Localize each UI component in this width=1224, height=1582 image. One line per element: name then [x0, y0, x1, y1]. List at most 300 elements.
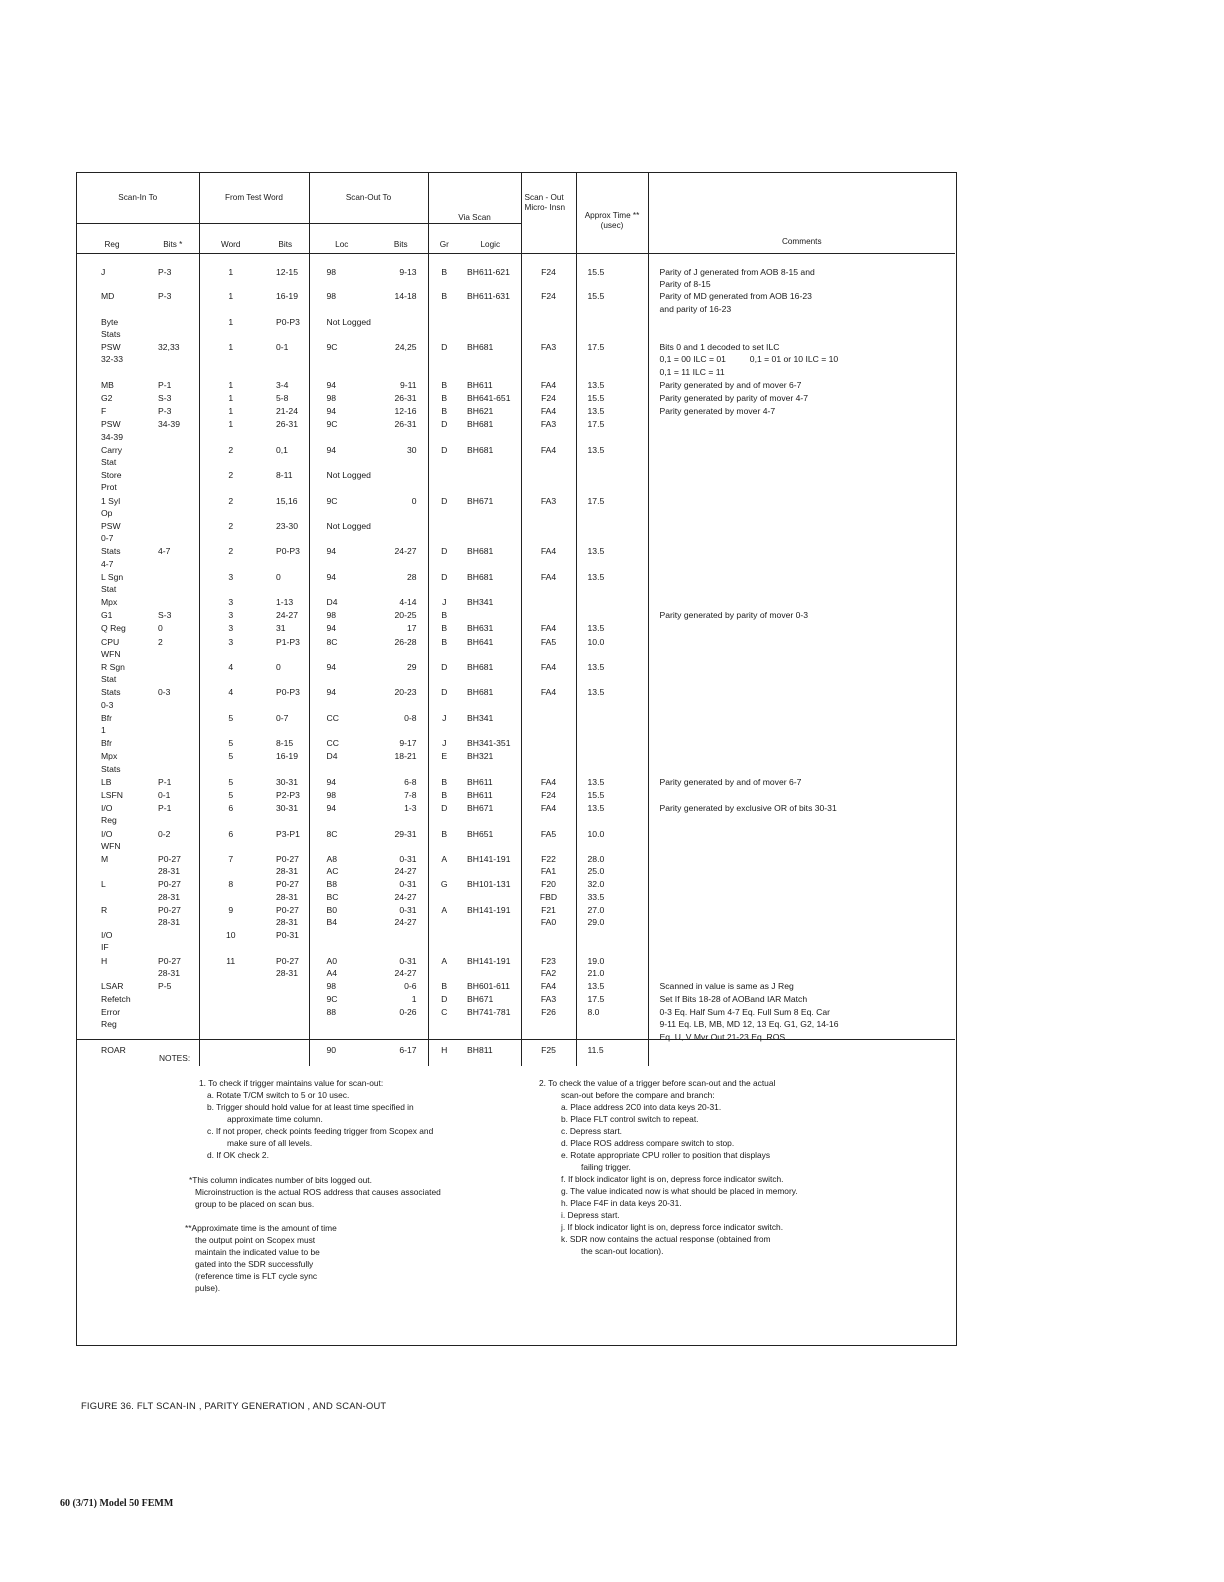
cell-micro-insn: F21 FA0 [521, 904, 576, 929]
cell-comments: Parity generated by parity of mover 4-7 [659, 392, 809, 403]
cell-word-bits: 26-31 [262, 418, 309, 443]
cell-word: 11 [226, 955, 236, 966]
cell-reg: G2 [101, 392, 113, 403]
cell-approx-time: 13.5 [576, 571, 648, 596]
cell-micro-insn: F23 FA2 [521, 955, 576, 980]
cell-word: 1 [228, 392, 234, 403]
header-bits-star: Bits * [147, 224, 199, 254]
cell-gr: B [441, 392, 448, 403]
header-via-scan: Via Scan [428, 173, 521, 224]
cell-reg: Mpx [101, 597, 118, 608]
cell-word-bits: 0-1 [262, 341, 309, 379]
cell-word-bits: 0 [262, 571, 309, 596]
cell-gr: D [441, 444, 448, 455]
cell-comments [648, 661, 955, 686]
cell-word: 1 [228, 291, 234, 302]
cell-word-bits: 23-30 [262, 520, 309, 545]
cell-loc: 8C [326, 636, 338, 647]
cell-micro-insn: FA4 [521, 980, 576, 993]
cell-micro-insn [521, 469, 576, 494]
cell-logic: BH321 [460, 750, 521, 775]
cell-approx-time: 13.5 [576, 802, 648, 827]
cell-comments [648, 853, 955, 878]
cell-micro-insn: FA4 [521, 622, 576, 635]
cell-loc: 9C [326, 342, 338, 353]
cell-reg: G1 [101, 610, 113, 621]
cell-out-bits: 0-8 [374, 712, 428, 737]
cell-approx-time: 13.5 [576, 545, 648, 570]
cell-word-bits: P0-27 28-31 [262, 955, 309, 980]
table-row [77, 853, 955, 878]
cell-approx-time [576, 929, 648, 954]
cell-gr: A [441, 904, 448, 915]
note-1c: c. If not proper, check points feeding trigger from Scopex and [207, 1126, 434, 1136]
cell-approx-time: 13.5 [576, 405, 648, 418]
cell-out-bits: 0-31 24-27 [374, 878, 428, 903]
table-header [77, 173, 955, 254]
table-row [77, 636, 955, 661]
note-2-cont: scan-out before the compare and branch: [561, 1090, 715, 1100]
cell-word: 5 [228, 738, 234, 749]
cell-approx-time: 27.0 29.0 [576, 904, 648, 929]
cell-word: 1 [228, 419, 234, 430]
cell-gr: A [441, 955, 448, 966]
cell-word: 2 [228, 444, 234, 455]
cell-gr [428, 520, 460, 545]
cell-gr [428, 469, 460, 494]
cell-comments: Parity generated by mover 4-7 [659, 406, 776, 417]
note-star-1: *This column indicates number of bits logged out. [189, 1175, 372, 1185]
cell-reg: Refetch [101, 994, 131, 1005]
table-row [77, 878, 955, 903]
cell-loc: 98 [326, 392, 337, 403]
cell-comments: Parity of J generated from AOB 8-15 and Parity of 8-15 [659, 267, 815, 290]
cell-reg: M [101, 853, 109, 864]
cell-out-bits: 20-23 [374, 686, 428, 711]
note-2b: b. Place FLT control switch to repeat. [561, 1114, 699, 1124]
cell-loc: Not Logged [309, 316, 428, 341]
cell-comments: Parity generated by and of mover 6-7 [659, 379, 802, 390]
cell-word: 6 [228, 828, 234, 839]
cell-micro-insn: F24 [521, 789, 576, 802]
cell-word: 2 [228, 470, 234, 481]
cell-gr: J [442, 712, 447, 723]
cell-out-bits: 14-18 [374, 290, 428, 315]
cell-out-bits: 0-26 [374, 1006, 428, 1044]
cell-comments: Parity of MD generated from AOB 16-23 and parity of 16-23 [659, 291, 812, 314]
cell-loc: CC [326, 712, 339, 723]
cell-approx-time [576, 609, 648, 622]
cell-loc: B0 B4 [326, 904, 338, 927]
cell-comments: Parity generated by parity of mover 0-3 [659, 610, 809, 621]
cell-micro-insn: FA4 [521, 686, 576, 711]
note-1b-cont: approximate time column. [227, 1114, 323, 1124]
cell-logic: BH681 [460, 571, 521, 596]
cell-loc: 8C [326, 828, 338, 839]
cell-micro-insn [521, 737, 576, 750]
cell-word-bits [262, 980, 309, 993]
cell-reg: I/O WFN [101, 828, 121, 851]
table-row [77, 993, 955, 1006]
cell-word: 2 [228, 546, 234, 557]
cell-bits-in: P-5 [147, 980, 199, 993]
cell-loc: 94 [326, 571, 337, 582]
cell-bits-in [147, 929, 199, 954]
cell-micro-insn: FA3 [521, 495, 576, 520]
cell-gr: D [441, 495, 448, 506]
cell-out-bits: 12-16 [374, 405, 428, 418]
cell-comments [648, 495, 955, 520]
cell-word-bits: 30-31 [262, 802, 309, 827]
cell-loc: A0 A4 [326, 955, 338, 978]
cell-reg: J [101, 267, 106, 277]
cell-logic: BH651 [460, 828, 521, 853]
cell-word-bits: 30-31 [262, 776, 309, 789]
cell-word: 6 [228, 803, 234, 814]
cell-word-bits: P0-P3 [262, 316, 309, 341]
figure-caption: FIGURE 36. FLT SCAN-IN , PARITY GENERATION , AND SCAN-OUT [81, 1400, 387, 1411]
cell-reg: Stats 0-3 [101, 687, 121, 710]
cell-word: 5 [228, 789, 234, 800]
cell-logic: BH671 [460, 993, 521, 1006]
cell-gr: D [441, 419, 448, 430]
cell-comments [648, 520, 955, 545]
cell-out-bits: 4-14 [374, 596, 428, 609]
cell-word-bits: 8-15 [262, 737, 309, 750]
cell-word-bits: P0-27 28-31 [262, 904, 309, 929]
cell-loc: 98 [326, 789, 337, 800]
cell-word: 3 [228, 623, 234, 634]
cell-word: 4 [228, 687, 234, 698]
cell-bits-in: P0-27 28-31 [147, 955, 199, 980]
header-logic: Logic [460, 224, 521, 254]
cell-out-bits: 6-17 [374, 1044, 428, 1066]
cell-approx-time: 13.5 [576, 686, 648, 711]
cell-approx-time: 17.5 [576, 418, 648, 443]
scan-table [77, 173, 955, 1066]
cell-micro-insn: F26 [521, 1006, 576, 1044]
cell-reg: PSW 32-33 [101, 342, 123, 365]
cell-word-bits: P0-27 28-31 [262, 853, 309, 878]
cell-approx-time: 19.0 21.0 [576, 955, 648, 980]
cell-bits-in [147, 469, 199, 494]
cell-gr: G [440, 879, 448, 890]
cell-approx-time: 13.5 [576, 444, 648, 469]
cell-gr: B [441, 636, 448, 647]
cell-micro-insn: FA5 [521, 828, 576, 853]
cell-micro-insn: FA4 [521, 379, 576, 392]
cell-out-bits: 0-6 [374, 980, 428, 993]
note-2a: a. Place address 2C0 into data keys 20-31. [561, 1102, 722, 1112]
cell-word: 3 [228, 610, 234, 621]
cell-logic: BH681 [460, 686, 521, 711]
table-row [77, 712, 955, 737]
cell-approx-time: 15.5 [576, 789, 648, 802]
cell-micro-insn: FA3 [521, 341, 576, 379]
cell-comments [648, 316, 955, 341]
cell-comments [648, 750, 955, 775]
cell-approx-time [576, 469, 648, 494]
cell-bits-in: 0-1 [147, 789, 199, 802]
cell-gr: B [441, 267, 448, 277]
cell-logic: BH681 [460, 444, 521, 469]
table-row [77, 661, 955, 686]
cell-loc: 98 [326, 291, 337, 302]
table-row [77, 341, 955, 379]
cell-micro-insn [521, 750, 576, 775]
cell-reg: Mpx Stats [101, 751, 121, 774]
cell-logic: BH611-631 [460, 290, 521, 315]
cell-gr: H [441, 1044, 448, 1055]
cell-word: 3 [228, 571, 234, 582]
cell-gr: B [441, 610, 448, 621]
cell-approx-time [576, 737, 648, 750]
cell-reg: PSW 34-39 [101, 419, 123, 442]
cell-word: 1 [228, 316, 234, 327]
note-2d: d. Place ROS address compare switch to stop. [561, 1138, 735, 1148]
cell-approx-time: 15.5 [576, 290, 648, 315]
cell-micro-insn [521, 929, 576, 954]
cell-comments [648, 955, 955, 980]
cell-approx-time [576, 316, 648, 341]
cell-bits-in: 0-2 [147, 828, 199, 853]
table-row [77, 254, 955, 291]
cell-reg: Byte Stats [101, 316, 121, 339]
table-row [77, 596, 955, 609]
cell-logic: BH681 [460, 341, 521, 379]
note-star-3: group to be placed on scan bus. [195, 1199, 315, 1209]
table-row [77, 686, 955, 711]
cell-micro-insn: FA4 [521, 802, 576, 827]
cell-micro-insn: FA4 [521, 571, 576, 596]
cell-approx-time: 15.5 [576, 254, 648, 291]
cell-word: 3 [228, 636, 234, 647]
cell-reg: I/O Reg [101, 803, 117, 826]
cell-comments [648, 929, 955, 954]
cell-word-bits: 24-27 [262, 609, 309, 622]
cell-logic: BH621 [460, 405, 521, 418]
header-loc: Loc [309, 224, 374, 254]
cell-micro-insn: FA4 [521, 405, 576, 418]
table-row [77, 789, 955, 802]
cell-gr [428, 316, 460, 341]
cell-out-bits: 26-31 [374, 392, 428, 405]
note-dstar-1: **Approximate time is the amount of time [185, 1223, 337, 1233]
cell-logic [460, 520, 521, 545]
cell-bits-in: P-3 [147, 254, 199, 291]
note-dstar-5: (reference time is FLT cycle sync [195, 1271, 318, 1281]
note-1c-cont: make sure of all levels. [227, 1138, 313, 1148]
cell-logic: BH811 [460, 1044, 521, 1066]
cell-logic: BH641-651 [460, 392, 521, 405]
table-row [77, 737, 955, 750]
cell-logic [460, 609, 521, 622]
table-row [77, 980, 955, 993]
table-row [77, 750, 955, 775]
note-2e-cont: failing trigger. [581, 1162, 631, 1172]
cell-bits-in [147, 596, 199, 609]
cell-approx-time [576, 750, 648, 775]
note-dstar-6: pulse). [195, 1283, 221, 1293]
header-scan-in-to: Scan-In To [77, 173, 199, 224]
cell-logic: BH341 [460, 596, 521, 609]
cell-word-bits: 3-4 [262, 379, 309, 392]
cell-word-bits: 31 [262, 622, 309, 635]
cell-bits-in: 0-3 [147, 686, 199, 711]
cell-comments: Parity generated by and of mover 6-7 [659, 776, 802, 787]
cell-gr: D [441, 662, 448, 673]
cell-bits-in: 2 [147, 636, 199, 661]
cell-out-bits: 30 [374, 444, 428, 469]
cell-reg: Bfr 1 [101, 712, 112, 736]
cell-out-bits: 29 [374, 661, 428, 686]
cell-comments: Bits 0 and 1 decoded to set ILC 0,1 = 00 ILC = 01 0,1 = 01 or 10 ILC = 10 0,1 = 11 ILC = 11 [659, 342, 839, 377]
cell-comments [648, 545, 955, 570]
cell-out-bits: 0-31 24-27 [374, 955, 428, 980]
cell-bits-in: P-3 [147, 405, 199, 418]
cell-micro-insn: F24 [521, 290, 576, 315]
cell-gr: C [441, 1007, 448, 1018]
cell-loc: 94 [326, 379, 337, 390]
cell-approx-time: 13.5 [576, 776, 648, 789]
cell-bits-in: S-3 [147, 609, 199, 622]
cell-loc: 94 [326, 444, 337, 455]
cell-reg: I/O IF [101, 930, 113, 953]
cell-word: 1 [228, 342, 234, 353]
cell-out-bits: 28 [374, 571, 428, 596]
cell-approx-time: 13.5 [576, 622, 648, 635]
cell-logic [460, 929, 521, 954]
cell-bits-in: P-1 [147, 379, 199, 392]
cell-micro-insn: FA4 [521, 661, 576, 686]
cell-bits-in: P-3 [147, 290, 199, 315]
cell-reg: LB [101, 776, 112, 787]
cell-logic [460, 316, 521, 341]
cell-out-bits: 0 [374, 495, 428, 520]
cell-out-bits: 1 [374, 993, 428, 1006]
cell-loc: 94 [326, 803, 337, 814]
cell-micro-insn: F24 [521, 392, 576, 405]
cell-word-bits: P0-31 [262, 929, 309, 954]
cell-word-bits: 1-13 [262, 596, 309, 609]
cell-gr: B [441, 291, 448, 302]
cell-loc: B8 BC [326, 879, 339, 902]
cell-word [199, 993, 262, 1006]
cell-bits-in [147, 993, 199, 1006]
cell-logic: BH141-191 [460, 904, 521, 929]
cell-word-bits: 15,16 [262, 495, 309, 520]
header-word: Word [199, 224, 262, 254]
cell-out-bits: 9-17 [374, 737, 428, 750]
cell-logic: BH741-781 [460, 1006, 521, 1044]
cell-reg: Error Reg [101, 1007, 121, 1030]
note-star-2: Microinstruction is the actual ROS address that causes associated [195, 1187, 441, 1197]
note-1b: b. Trigger should hold value for at least time specified in [207, 1102, 414, 1112]
cell-comments [648, 596, 955, 609]
cell-loc [309, 929, 374, 954]
cell-logic: BH611 [460, 379, 521, 392]
cell-gr: D [441, 994, 448, 1005]
cell-out-bits: 0-31 24-27 [374, 853, 428, 878]
note-2i: i. Depress start. [561, 1210, 620, 1220]
cell-logic: BH611 [460, 789, 521, 802]
cell-logic: BH341-351 [460, 737, 521, 750]
table-row [77, 828, 955, 853]
cell-micro-insn: FA4 [521, 776, 576, 789]
cell-out-bits [374, 929, 428, 954]
header-comments: Comments [648, 173, 955, 254]
cell-loc: 90 [326, 1044, 337, 1055]
cell-bits-in [147, 571, 199, 596]
table-row [77, 776, 955, 789]
cell-out-bits: 24,25 [374, 341, 428, 379]
cell-comments: Scanned in value is same as J Reg [659, 980, 794, 991]
note-2k: k. SDR now contains the actual response (obtained from [561, 1234, 771, 1244]
cell-logic: BH671 [460, 802, 521, 827]
note-2e: e. Rotate appropriate CPU roller to position that displays [561, 1150, 771, 1160]
cell-word: 5 [228, 751, 234, 762]
cell-logic: BH611-621 [460, 254, 521, 291]
header-gr: Gr [428, 224, 460, 254]
cell-out-bits: 26-28 [374, 636, 428, 661]
cell-reg: LSFN [101, 789, 123, 800]
cell-logic: BH611 [460, 776, 521, 789]
table-row [77, 955, 955, 980]
cell-gr: B [441, 980, 448, 991]
cell-word: 9 [228, 904, 234, 915]
note-2c: c. Depress start. [561, 1126, 622, 1136]
cell-word: 5 [228, 776, 234, 787]
cell-micro-insn [521, 316, 576, 341]
cell-loc: D4 [326, 597, 338, 608]
cell-approx-time: 10.0 [576, 636, 648, 661]
cell-loc: 94 [326, 546, 337, 557]
cell-micro-insn: FA4 [521, 545, 576, 570]
cell-bits-in: 32,33 [147, 341, 199, 379]
cell-loc: Not Logged [309, 520, 428, 545]
cell-comments [648, 686, 955, 711]
cell-approx-time: 15.5 [576, 392, 648, 405]
cell-comments [648, 712, 955, 737]
header-scan-out-micro-insn: Scan - Out Micro- Insn [521, 173, 576, 254]
cell-bits-in [147, 737, 199, 750]
cell-loc: 94 [326, 623, 337, 634]
note-1a: a. Rotate T/CM switch to 5 or 10 usec. [207, 1090, 350, 1100]
cell-gr [428, 929, 460, 954]
cell-approx-time: 8.0 [576, 1006, 648, 1044]
cell-comments [648, 636, 955, 661]
cell-comments: 0-3 Eq. Half Sum 4-7 Eq. Full Sum 8 Eq. Car 9-11 Eq. LB, MB, MD 12, 13 Eq. G1, G2, 14-16 Eq. U, V Mvr Out 21-23 Eq. ROS [659, 1007, 839, 1042]
notes-section [77, 1039, 955, 1345]
cell-word-bits: P3-P1 [262, 828, 309, 853]
cell-loc: 9C [326, 994, 338, 1005]
cell-bits-in [147, 520, 199, 545]
table-row [77, 469, 955, 494]
cell-loc: 88 [326, 1007, 337, 1018]
cell-comments [648, 418, 955, 443]
cell-word: 4 [228, 662, 234, 673]
cell-micro-insn: FA3 [521, 418, 576, 443]
cell-logic: BH671 [460, 495, 521, 520]
cell-reg: MB [101, 379, 114, 390]
header-scan-out-to: Scan-Out To [309, 173, 428, 224]
cell-gr: D [441, 342, 448, 353]
cell-out-bits: 18-21 [374, 750, 428, 775]
cell-word-bits: P0-27 28-31 [262, 878, 309, 903]
cell-word-bits: 0,1 [262, 444, 309, 469]
cell-word-bits: 12-15 [262, 254, 309, 291]
cell-logic: BH141-191 [460, 853, 521, 878]
